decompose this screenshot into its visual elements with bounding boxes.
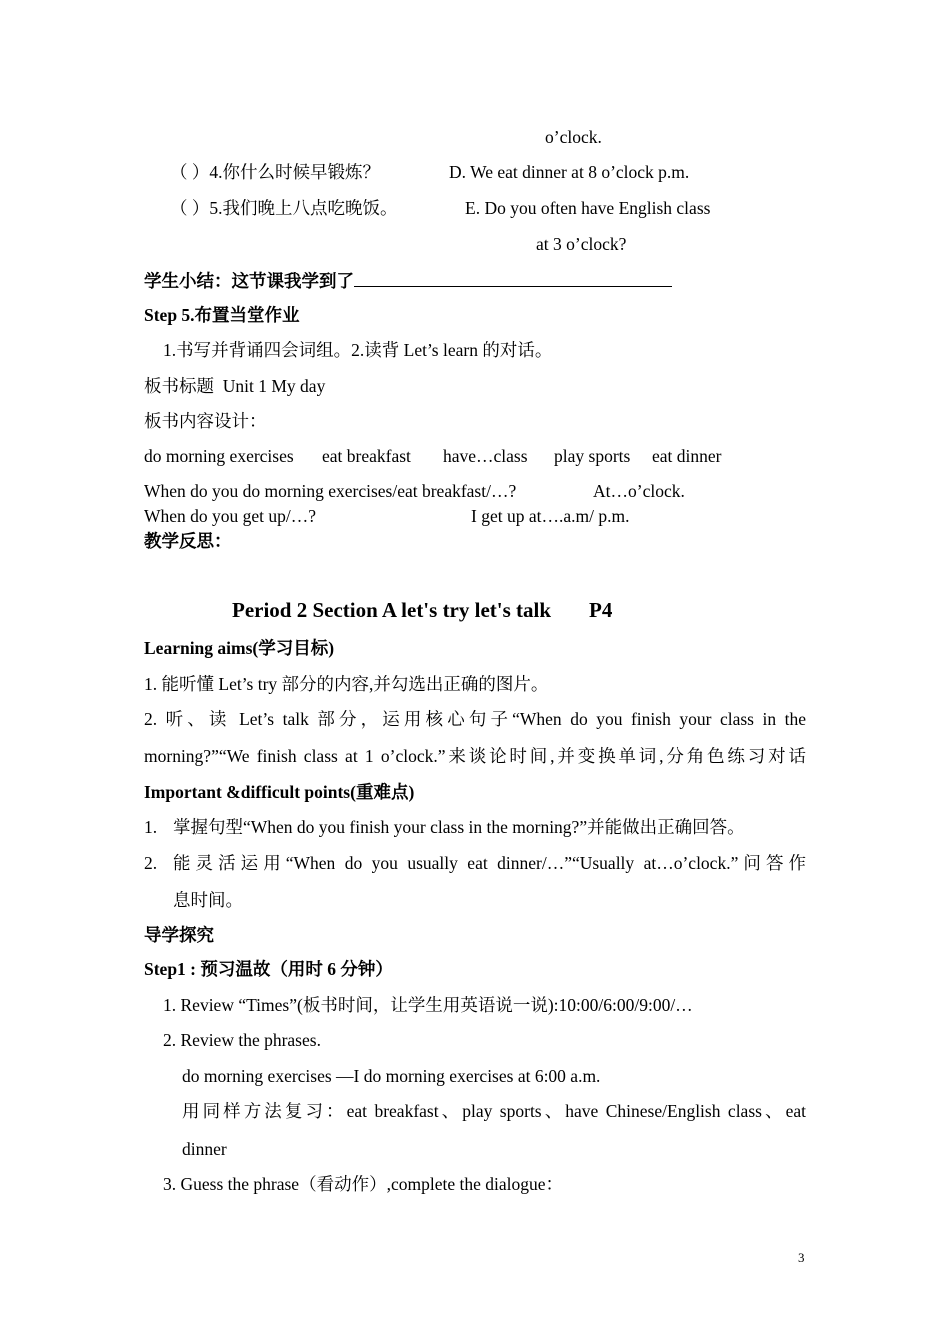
point-2-line-2: 息时间。 — [173, 890, 243, 910]
reflection-label: 教学反思： — [144, 531, 232, 551]
step1-heading: Step1 : 预习温故（用时 6 分钟） — [144, 959, 393, 979]
board-answer-1: At…o’clock. — [593, 481, 685, 501]
aim-2-line-1: 2. 听、读 Let’s talk 部分，运用核心句子“When do you finish your class in the — [144, 709, 806, 729]
point-2-num: 2. — [144, 853, 158, 873]
board-title-value: Unit 1 My day — [222, 376, 326, 396]
same-method-line-2: dinner — [182, 1139, 227, 1159]
board-title-label: 板书标题 — [144, 376, 214, 396]
point-1-text: 掌握句型“When do you finish your class in the morning?”并能做出正确回答。 — [173, 817, 745, 837]
guide-heading: 导学探究 — [144, 925, 214, 945]
review-1: 1. Review “Times”(板书时间，让学生用英语说一说):10:00/6:00/9:00/… — [163, 995, 693, 1015]
board-content-label: 板书内容设计： — [144, 411, 267, 431]
question-text: 4.你什么时候早锻炼？ — [209, 162, 380, 182]
aims-heading: Learning aims(学习目标) — [144, 638, 335, 658]
step5-heading: Step 5.布置当堂作业 — [144, 305, 300, 325]
board-phrase-4: play sports — [554, 446, 631, 466]
summary-blank — [354, 268, 672, 287]
point-2-line-1: 能灵活运用“When do you usually eat dinner/…”“Usually at…o’clock.”问答作 — [173, 853, 806, 873]
same-method-line-1: 用同样方法复习：eat breakfast、play sports、have Chinese/English class、eat — [182, 1101, 806, 1121]
period2-title — [232, 599, 612, 621]
aim-1: 1. 能听懂 Let’s try 部分的内容,并勾选出正确的图片。 — [144, 674, 549, 694]
board-question-2: When do you get up/…? — [144, 506, 317, 526]
review-example: do morning exercises —I do morning exercises at 6:00 a.m. — [182, 1066, 601, 1086]
page-number: 3 — [798, 1250, 805, 1265]
student-summary — [144, 268, 672, 292]
board-title — [144, 375, 325, 397]
matching-item-4 — [170, 161, 380, 183]
board-phrase-5: eat dinner — [652, 446, 722, 466]
review-2: 2. Review the phrases. — [163, 1030, 321, 1050]
review-3: 3. Guess the phrase（看动作）,complete the dialogue： — [163, 1174, 563, 1194]
board-phrase-1: do morning exercises — [144, 446, 294, 466]
question-text: 5.我们晚上八点吃晚饭。 — [209, 198, 398, 218]
points-heading: Important &difficult points(重难点) — [144, 782, 415, 802]
point-1-num: 1. — [144, 817, 158, 837]
answer-paren: （ ） — [170, 198, 210, 218]
matching-item-5 — [170, 197, 398, 219]
period2-title-text: Period 2 Section A let's try let's talk — [232, 598, 552, 622]
board-answer-2: I get up at….a.m/ p.m. — [471, 506, 630, 526]
matching-oclock: o’clock. — [545, 127, 602, 147]
period2-page-ref: P4 — [589, 598, 613, 622]
board-question-1: When do you do morning exercises/eat breakfast/…? — [144, 481, 517, 501]
matching-answer-e: E. Do you often have English class — [465, 198, 711, 218]
matching-answer-d: D. We eat dinner at 8 o’clock p.m. — [449, 162, 690, 182]
summary-label: 学生小结：这节课我学到了 — [144, 271, 354, 291]
matching-answer-e-cont: at 3 o’clock? — [536, 234, 627, 254]
board-phrase-3: have…class — [443, 446, 528, 466]
answer-paren: （ ） — [170, 162, 210, 182]
step5-homework: 1.书写并背诵四会词组。2.读背 Let’s learn 的对话。 — [163, 340, 553, 360]
board-phrase-2: eat breakfast — [322, 446, 411, 466]
aim-2-line-2: morning?”“We finish class at 1 o’clock.”来谈论时间,并变换单词,分角色练习对话 — [144, 746, 806, 766]
